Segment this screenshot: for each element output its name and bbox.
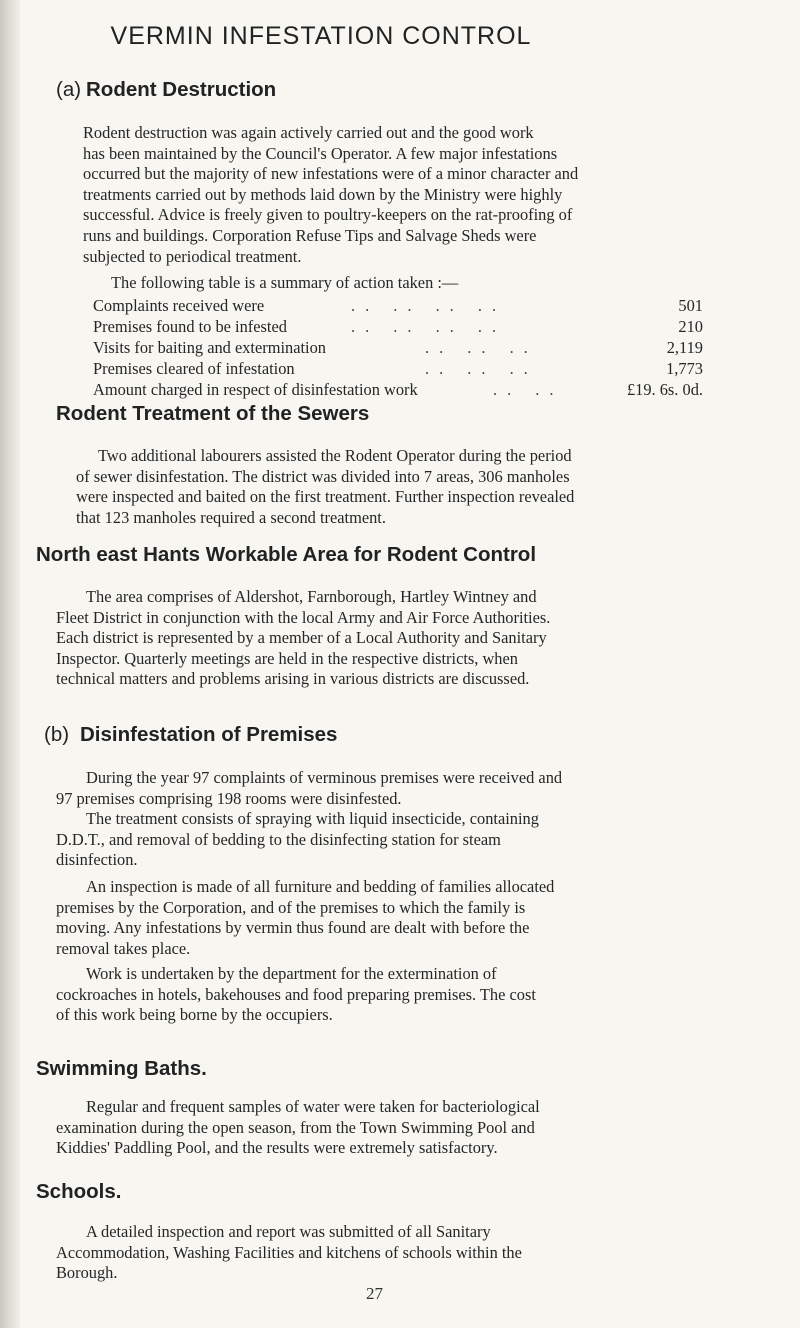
row-value: 1,773 [666,359,703,378]
page-title: VERMIN INFESTATION CONTROL [110,22,532,50]
section-heading-north-east-hants: North east Hants Workable Area for Rodent Control [36,543,537,566]
text-line: successful. Advice is freely given to poultry-keepers on the rat-proofing of [83,205,573,225]
text-line: disinfection. [56,850,138,870]
section-heading-swimming-baths: Swimming Baths. [36,1057,207,1080]
row-value: 501 [678,296,703,315]
leader-dots: .. .. .. [425,359,538,378]
text-line: Work is undertaken by the department for the extermination of [86,964,497,983]
leader-dots: .. .. .. .. [351,296,507,315]
text-line: Rodent destruction was again actively carried out and the good work [83,123,534,142]
text-line: A detailed inspection and report was submitted of all Sanitary [86,1222,491,1241]
text-line: During the year 97 complaints of verminous premises were received and [86,768,563,787]
text-line: Regular and frequent samples of water were taken for bacteriological [86,1097,540,1116]
text-line: Accommodation, Washing Facilities and kitchens of schools within the [56,1242,522,1262]
sewers-paragraph [76,446,732,528]
text-line: premises by the Corporation, and of the premises to which the family is [56,897,526,917]
text-line: treatments carried out by methods laid down by the Ministry were highly [83,184,563,204]
text-line: of sewer disinfestation. The district was divided into 7 areas, 306 manholes [76,466,570,486]
heading-text: Rodent Destruction [86,78,277,101]
table-row [93,338,733,359]
disinfestation-paragraph-4 [56,964,732,1026]
disinfestation-paragraph-1 [56,768,732,809]
table-row [93,380,733,401]
schools-paragraph [56,1222,732,1284]
text-line: An inspection is made of all furniture and bedding of families allocated [86,877,555,896]
text-line: Inspector. Quarterly meetings are held in the respective districts, when [56,648,518,668]
leader-dots: .. .. .. .. [351,317,507,336]
row-value: 2,119 [666,338,703,357]
text-line: Borough. [56,1263,118,1283]
row-label: Visits for baiting and extermination [93,338,326,357]
page-number: 27 [366,1284,383,1303]
text-line: runs and buildings. Corporation Refuse Tips and Salvage Sheds were [83,225,537,245]
heading-text: Disinfestation of Premises [80,723,338,746]
text-line: Each district is represented by a member of a Local Authority and Sanitary [56,628,547,648]
table-row [93,296,733,317]
text-line: technical matters and problems arising in various districts are discussed. [56,669,530,689]
table-row [93,317,733,338]
text-line: cockroaches in hotels, bakehouses and food preparing premises. The cost [56,984,536,1004]
north-east-paragraph [56,587,732,690]
text-line: removal takes place. [56,938,191,958]
table-intro: The following table is a summary of action taken :— [111,273,459,292]
row-label: Premises cleared of infestation [93,359,295,378]
text-line: occurred but the majority of new infestations were of a minor character and [83,164,579,184]
text-line: D.D.T., and removal of bedding to the disinfecting station for steam [56,829,501,849]
text-line: 97 premises comprising 198 rooms were disinfested. [56,788,402,808]
row-label: Complaints received were [93,296,265,315]
text-line: The area comprises of Aldershot, Farnborough, Hartley Wintney and [86,587,537,606]
page-binding-edge [0,0,20,1328]
text-line: of this work being borne by the occupiers. [56,1005,333,1025]
table-row [93,359,733,380]
leader-dots: .. .. .. [425,338,538,357]
disinfestation-paragraph-2 [56,809,732,871]
section-label-b: (b) [44,723,70,746]
text-line: subjected to periodical treatment. [83,246,302,266]
text-line: moving. Any infestations by vermin thus found are dealt with before the [56,918,530,938]
text-line: examination during the open season, from the Town Swimming Pool and [56,1117,535,1137]
rodent-destruction-paragraph [83,123,733,267]
leader-dots: .. .. [493,380,564,399]
row-label: Premises found to be infested [93,317,287,336]
text-line: has been maintained by the Council's Operator. A few major infestations [83,143,558,163]
text-line: were inspected and baited on the first treatment. Further inspection revealed [76,487,575,507]
section-heading-sewers: Rodent Treatment of the Sewers [56,402,370,425]
text-line: The treatment consists of spraying with liquid insecticide, containing [86,809,539,828]
section-label-a: (a) [56,78,82,101]
row-label: Amount charged in respect of disinfestation work [93,380,418,399]
text-line: Two additional labourers assisted the Rodent Operator during the period [98,446,572,465]
row-value: £19. 6s. 0d. [626,380,703,399]
section-heading-rodent-destruction [56,78,276,102]
text-line: that 123 manholes required a second treatment. [76,507,386,527]
text-line: Fleet District in conjunction with the local Army and Air Force Authorities. [56,607,551,627]
section-heading-schools: Schools. [36,1180,122,1203]
disinfestation-paragraph-3 [56,877,732,959]
row-value: 210 [678,317,703,336]
text-line: Kiddies' Paddling Pool, and the results were extremely satisfactory. [56,1138,498,1158]
swimming-paragraph [56,1097,732,1159]
section-heading-disinfestation [44,723,337,747]
